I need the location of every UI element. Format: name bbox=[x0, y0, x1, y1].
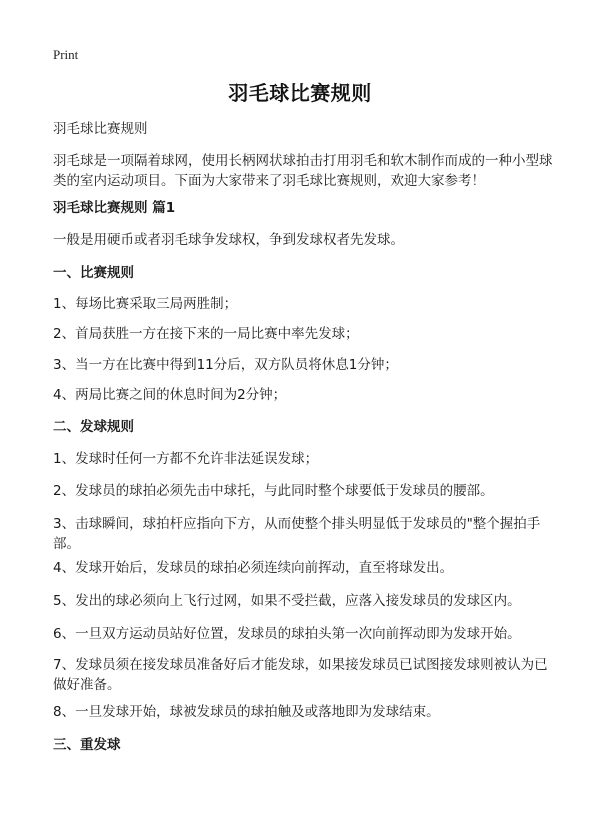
list-item: 8、一旦发球开始，球被发球员的球拍触及或落地即为发球结束。 bbox=[53, 704, 440, 720]
intro-paragraph: 羽毛球是一项隔着球网，使用长柄网状球拍击打用羽毛和软木制作而成的一种小型球类的室内运动项目。下面为大家带来了羽毛球比赛规则，欢迎大家参考！ bbox=[53, 153, 553, 189]
subtitle: 羽毛球比赛规则 bbox=[53, 121, 148, 137]
list-item: 3、当一方在比赛中得到11分后，双方队员将休息1分钟； bbox=[53, 357, 398, 373]
page-title: 羽毛球比赛规则 bbox=[228, 81, 372, 105]
part-heading: 羽毛球比赛规则 篇1 bbox=[53, 200, 176, 216]
section-heading-serve: 二、发球规则 bbox=[53, 419, 134, 435]
opening-paragraph: 一般是用硬币或者羽毛球争发球权，争到发球权者先发球。 bbox=[53, 232, 404, 248]
list-item: 4、发球开始后，发球员的球拍必须连续向前挥动，直至将球发出。 bbox=[53, 560, 454, 576]
section-heading-reserve: 三、重发球 bbox=[53, 737, 121, 753]
print-label[interactable]: Print bbox=[53, 47, 79, 62]
section-heading-rules: 一、比赛规则 bbox=[53, 265, 134, 281]
list-item: 5、发出的球必须向上飞行过网，如果不受拦截，应落入接发球员的发球区内。 bbox=[53, 593, 521, 609]
list-item: 1、每场比赛采取三局两胜制； bbox=[53, 296, 238, 312]
list-item: 7、发球员须在接发球员准备好后才能发球，如果接发球员已试图接发球则被认为已做好准备。 bbox=[53, 657, 548, 693]
list-item: 6、一旦双方运动员站好位置，发球员的球拍头第一次向前挥动即为发球开始。 bbox=[53, 626, 521, 642]
list-item: 4、两局比赛之间的休息时间为2分钟； bbox=[53, 387, 287, 403]
list-item: 1、发球时任何一方都不允许非法延误发球； bbox=[53, 451, 319, 467]
list-item: 2、发球员的球拍必须先击中球托，与此同时整个球要低于发球员的腰部。 bbox=[53, 483, 494, 499]
list-item: 2、首局获胜一方在接下来的一局比赛中率先发球； bbox=[53, 326, 359, 342]
list-item: 3、击球瞬间，球拍杆应指向下方，从而使整个排头明显低于发球员的"整个握拍手部。 bbox=[53, 516, 541, 552]
